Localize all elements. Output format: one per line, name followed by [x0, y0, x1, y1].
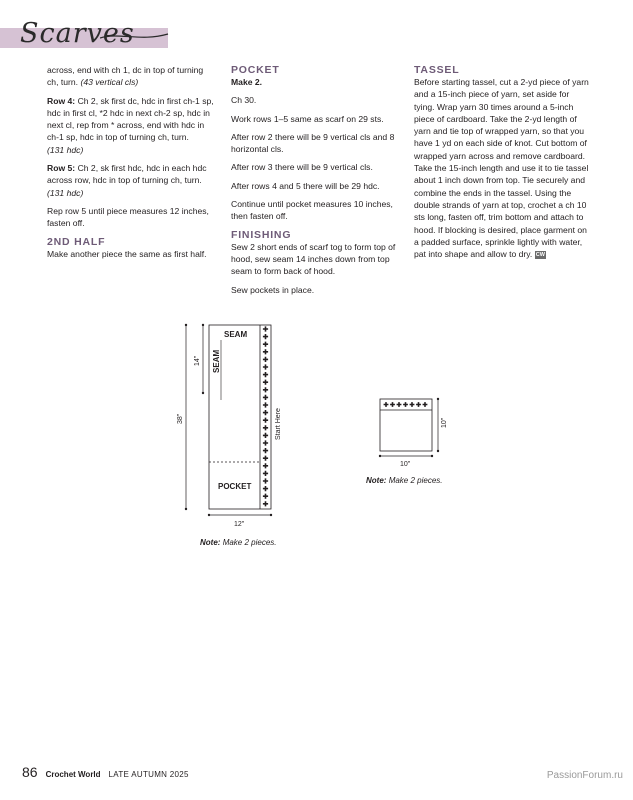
- cross-stitch-mark: [263, 357, 268, 362]
- issue-label: LATE AUTUMN 2025: [108, 770, 189, 779]
- cross-stitch-mark: [263, 395, 268, 400]
- page-number: 86: [22, 764, 38, 780]
- cross-stitch-mark: [263, 448, 268, 453]
- heading-2nd-half: 2ND HALF: [47, 235, 106, 248]
- cross-stitch-mark: [263, 486, 268, 491]
- paragraph-repeat: Rep row 5 until piece measures 12 inches, fasten off.: [47, 205, 209, 229]
- cross-stitch-mark: [263, 418, 268, 423]
- section-title: Scarves: [20, 18, 135, 49]
- heading-tassel: TASSEL: [414, 64, 460, 76]
- cross-stitch-mark: [263, 387, 268, 392]
- cross-stitch-mark: [263, 463, 268, 468]
- cross-stitch-mark: [263, 342, 268, 347]
- paragraph-sew-pockets: Sew pockets in place.: [231, 284, 315, 295]
- paragraph-row4: Row 4: Ch 2, sk first dc, hdc in first ch-1 sp, hdc in first cl, *2 hdc in next ch-2 sp, hdc in next cl, rep from * across, end with hdc in ch-1 sp, hdc in top of turning ch, turn. (131 hdc): [47, 95, 214, 155]
- cross-stitch-mark: [263, 501, 268, 506]
- dimension-12-label: 12": [234, 521, 245, 528]
- row-label: Row 4:: [47, 95, 76, 106]
- cross-stitch-mark: [263, 380, 268, 385]
- cross-stitch-mark: [263, 425, 268, 430]
- cross-stitch-mark: [263, 494, 268, 499]
- heading-finishing: FINISHING: [231, 228, 292, 241]
- cross-stitch-mark: [410, 402, 415, 407]
- paragraph-ch30: Ch 30.: [231, 95, 257, 106]
- cross-stitch-mark: [263, 440, 268, 445]
- cross-stitch-mark: [263, 364, 268, 369]
- title-swash-decoration: [100, 30, 170, 44]
- cross-stitch-mark: [263, 334, 268, 339]
- pocket-label: POCKET: [218, 482, 252, 491]
- paragraph-row3-end: across, end with ch 1, dc in top of turning ch, turn. (43 vertical cls): [47, 65, 204, 88]
- cross-stitch-mark: [423, 402, 428, 407]
- seam-top-label: SEAM: [224, 330, 248, 339]
- diagram1-note: Note: Make 2 pieces.: [200, 538, 277, 547]
- text-column-2: [231, 64, 407, 302]
- paragraph-finishing: Sew 2 short ends of scarf tog to form top of hood, sew seam 14 inches down from top seam to form back of hood.: [231, 241, 396, 277]
- stitch-count: (43 vertical cls): [80, 77, 139, 88]
- cross-stitch-mark: [384, 402, 389, 407]
- pocket-outline: [380, 399, 432, 451]
- dimension-38-label: 38": [177, 413, 184, 424]
- end-mark-icon: CW: [535, 252, 545, 259]
- cross-stitch-mark: [263, 326, 268, 331]
- start-here-label: Start Here: [275, 408, 282, 440]
- paragraph-tassel: Before starting tassel, cut a 2-yd piece of yarn and a 15-inch piece of yarn, set aside for tying. Wrap yarn 30 times around a 5-inch piece of cardboard. Take the 2-yd length of yarn and tie top of wrapped yarn, so that you have 1 yd on each side of knot. Cut bottom of wrapped yarn across and remove cardboard. Take the 15-inch length and use it to tie tassel about 1 inch down from top. Tie securely and combine the ends in the tassel. Using the double strands of yarn at top, crochet a ch 10 sts long, fasten off, trim bottom and attach to hood. If blocking is desired, place garment on a padded surface, sprinkle lightly with water, pat into shape and allow to dry. CW: [414, 77, 589, 260]
- paragraph-work-rows: Work rows 1–5 same as scarf on 29 sts.: [231, 113, 384, 124]
- stitch-count: (131 hdc): [47, 144, 84, 155]
- scarf-outline: [209, 325, 271, 509]
- row-label: Row 5:: [47, 163, 76, 174]
- pocket-make-count: Make 2.: [231, 77, 263, 87]
- pocket-width-label: 10": [400, 461, 411, 468]
- stitch-pattern-strip: [263, 326, 268, 506]
- paragraph-after-rows45: After rows 4 and 5 there will be 29 hdc.: [231, 180, 380, 191]
- page-footer: [22, 764, 189, 780]
- cross-stitch-mark: [263, 456, 268, 461]
- cross-stitch-mark: [263, 410, 268, 415]
- text-column-3: [414, 64, 592, 266]
- cross-stitch-mark: [263, 402, 268, 407]
- paragraph-row5: Row 5: Ch 2, sk first hdc, hdc in each hdc across row, hdc in top of turning ch, turn. (131 hdc): [47, 163, 207, 198]
- heading-pocket: POCKET: [231, 64, 280, 76]
- paragraph-continue: Continue until pocket measures 10 inches, then fasten off.: [231, 199, 393, 222]
- cross-stitch-mark: [263, 433, 268, 438]
- cross-stitch-mark: [263, 478, 268, 483]
- paragraph-after-row3: After row 3 there will be 9 vertical cls.: [231, 162, 373, 173]
- pocket-stitch-pattern: [384, 402, 428, 407]
- cross-stitch-mark: [263, 349, 268, 354]
- cross-stitch-mark: [403, 402, 408, 407]
- cross-stitch-mark: [390, 402, 395, 407]
- text-column-1: [47, 64, 217, 266]
- cross-stitch-mark: [416, 402, 421, 407]
- pocket-height-label: 10": [441, 417, 448, 428]
- paragraph-after-row2: After row 2 there will be 9 vertical cls and 8 horizontal cls.: [231, 131, 395, 155]
- paragraph-2nd-half: Make another piece the same as first half.: [47, 248, 207, 259]
- cross-stitch-mark: [397, 402, 402, 407]
- dimension-14-label: 14": [194, 355, 201, 366]
- watermark: PassionForum.ru: [546, 770, 623, 781]
- cross-stitch-mark: [263, 471, 268, 476]
- magazine-name: Crochet World: [45, 770, 101, 779]
- seam-side-label: SEAM: [212, 349, 221, 373]
- stitch-count: (131 hdc): [47, 187, 84, 198]
- diagram2-note: Note: Make 2 pieces.: [366, 476, 443, 485]
- cross-stitch-mark: [263, 372, 268, 377]
